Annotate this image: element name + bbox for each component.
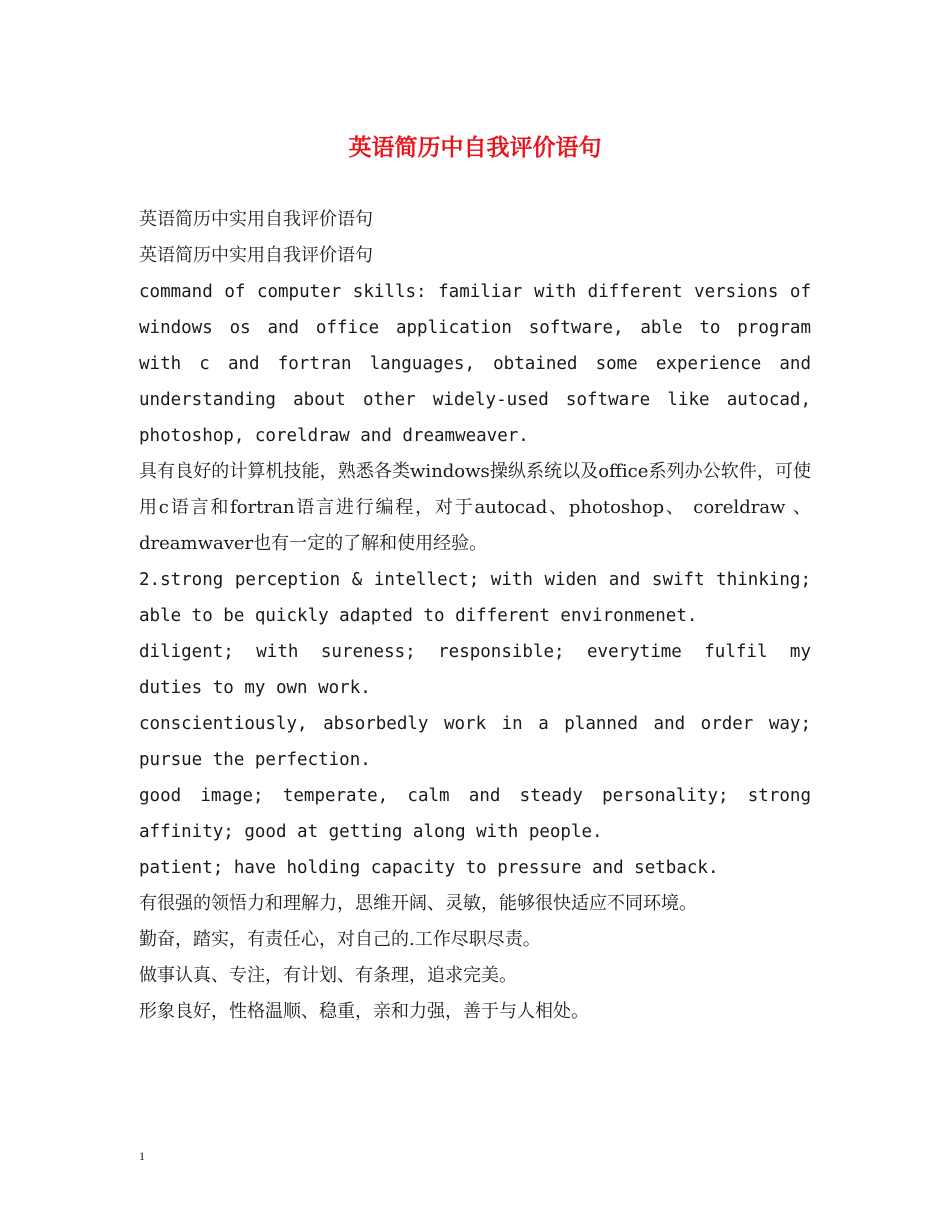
document-title: 英语简历中自我评价语句: [348, 134, 602, 161]
body-paragraph: patient; have holding capacity to pressure and setback.: [139, 858, 719, 878]
body-paragraph: 形象良好，性格温顺、稳重，亲和力强，善于与人相处。: [139, 1001, 589, 1022]
page-number: 1: [139, 1149, 145, 1163]
body-paragraph: 勤奋，踏实，有责任心，对自己的.工作尽职尽责。: [139, 929, 541, 950]
body-paragraph: conscientiously, absorbedly work in a planned and order way; pursue the perfection.: [139, 714, 811, 770]
body-paragraph: good image; temperate, calm and steady personality; strong affinity; good at getting along with people.: [139, 786, 811, 842]
body-paragraph: command of computer skills: familiar with different versions of windows os and office application software, able to program with c and fortran languages, obtained some experience and understanding about other widely-used software like autocad, photoshop, coreldraw and dreamweaver.: [139, 282, 811, 446]
body-paragraph: diligent; with sureness; responsible; everytime fulfil my duties to my own work.: [139, 642, 811, 698]
body-paragraph: 英语简历中实用自我评价语句: [139, 245, 373, 266]
document-body: [139, 202, 811, 1030]
body-paragraph: 英语简历中实用自我评价语句: [139, 209, 373, 230]
body-paragraph: 做事认真、专注，有计划、有条理，追求完美。: [139, 965, 517, 986]
body-paragraph: 有很强的领悟力和理解力，思维开阔、灵敏，能够很快适应不同环境。: [139, 893, 697, 914]
body-paragraph: 具有良好的计算机技能，熟悉各类windows操纵系统以及office系列办公软件，可使用c语言和fortran语言进行编程，对于autocad、photoshop、 coreldraw 、dreamwaver也有一定的了解和使用经验。: [139, 461, 811, 554]
body-paragraph: 2.strong perception & intellect; with widen and swift thinking; able to be quickly adapted to different environmenet.: [139, 570, 811, 626]
